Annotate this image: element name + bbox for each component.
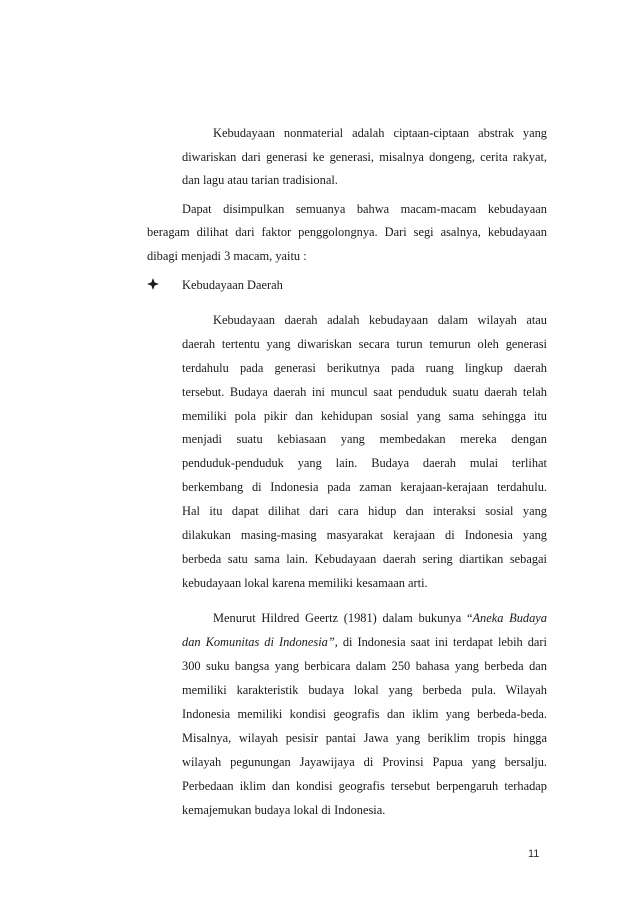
paragraph-3-line-2: daerah tertentu yang diwariskan secara turun temurun oleh generasi	[182, 337, 547, 351]
paragraph-3-line-6: menjadi suatu kebiasaan yang membedakan mereka dengan	[182, 432, 547, 446]
paragraph-3-line-9: Hal itu dapat dilihat dari cara hidup dan interaksi sosial yang	[182, 504, 547, 518]
paragraph-4-line-5: Indonesia memiliki kondisi geografis dan iklim yang berbeda-beda.	[182, 707, 547, 721]
paragraph-4-line-1-prefix: Menurut Hildred Geertz (1981) dalam bukunya “	[213, 611, 473, 625]
paragraph-1-line-2: diwariskan dari generasi ke generasi, misalnya dongeng, cerita rakyat,	[182, 150, 547, 164]
paragraph-2-line-1: Dapat disimpulkan semuanya bahwa macam-macam kebudayaan	[182, 202, 547, 216]
paragraph-4-line-6: Misalnya, wilayah pesisir pantai Jawa yang beriklim tropis hingga	[182, 731, 547, 745]
bullet-heading: Kebudayaan Daerah	[182, 278, 283, 292]
paragraph-4-line-7: wilayah pegunungan Jayawijaya di Provinsi Papua yang bersalju.	[182, 755, 547, 769]
book-title-part-2: dan Komunitas di Indonesia”	[182, 635, 335, 649]
paragraph-4-line-3: 300 suku bangsa yang berbicara dalam 250 bahasa yang berbeda dan	[182, 659, 547, 673]
paragraph-4-line-9: kemajemukan budaya lokal di Indonesia.	[182, 803, 386, 817]
paragraph-4-line-4: memiliki karakteristik budaya lokal yang berbeda pula. Wilayah	[182, 683, 547, 697]
paragraph-4-line-8: Perbedaan iklim dan kondisi geografis tersebut berpengaruh terhadap	[182, 779, 547, 793]
paragraph-3-line-8: berkembang di Indonesia pada zaman kerajaan-kerajaan terdahulu.	[182, 480, 547, 494]
page-number: 11	[528, 848, 540, 860]
paragraph-1-line-1: Kebudayaan nonmaterial adalah ciptaan-ciptaan abstrak yang	[213, 126, 547, 140]
paragraph-3-line-1: Kebudayaan daerah adalah kebudayaan dalam wilayah atau	[213, 313, 547, 327]
paragraph-3-line-7: penduduk-penduduk yang lain. Budaya daerah mulai terlihat	[182, 456, 547, 470]
paragraph-2-line-3: dibagi menjadi 3 macam, yaitu :	[147, 249, 307, 263]
paragraph-3-line-4: tersebut. Budaya daerah ini muncul saat penduduk suatu daerah telah	[182, 385, 547, 399]
paragraph-2-line-2: beragam dilihat dari faktor penggolongnya. Dari segi asalnya, kebudayaan	[147, 225, 547, 239]
paragraph-1-line-3: dan lagu atau tarian tradisional.	[182, 173, 338, 187]
paragraph-4-line-2	[182, 635, 547, 650]
paragraph-3-line-10: dilakukan masing-masing masyarakat kerajaan di Indonesia yang	[182, 528, 547, 542]
paragraph-3-line-12: kebudayaan lokal karena memiliki kesamaan arti.	[182, 576, 428, 590]
paragraph-4-line-2-suffix: , di Indonesia saat ini terdapat lebih dari	[334, 635, 547, 649]
book-title-part-1: Aneka Budaya	[472, 611, 547, 625]
paragraph-3-line-5: memiliki pola pikir dan kehidupan sosial yang sama sehingga itu	[182, 409, 547, 423]
diamond-bullet-icon	[147, 278, 159, 290]
paragraph-4-line-1	[213, 611, 547, 626]
paragraph-3-line-11: berbeda satu sama lain. Kebudayaan daerah sering diartikan sebagai	[182, 552, 547, 566]
paragraph-3-line-3: terdahulu pada generasi berikutnya pada ruang lingkup daerah	[182, 361, 547, 375]
